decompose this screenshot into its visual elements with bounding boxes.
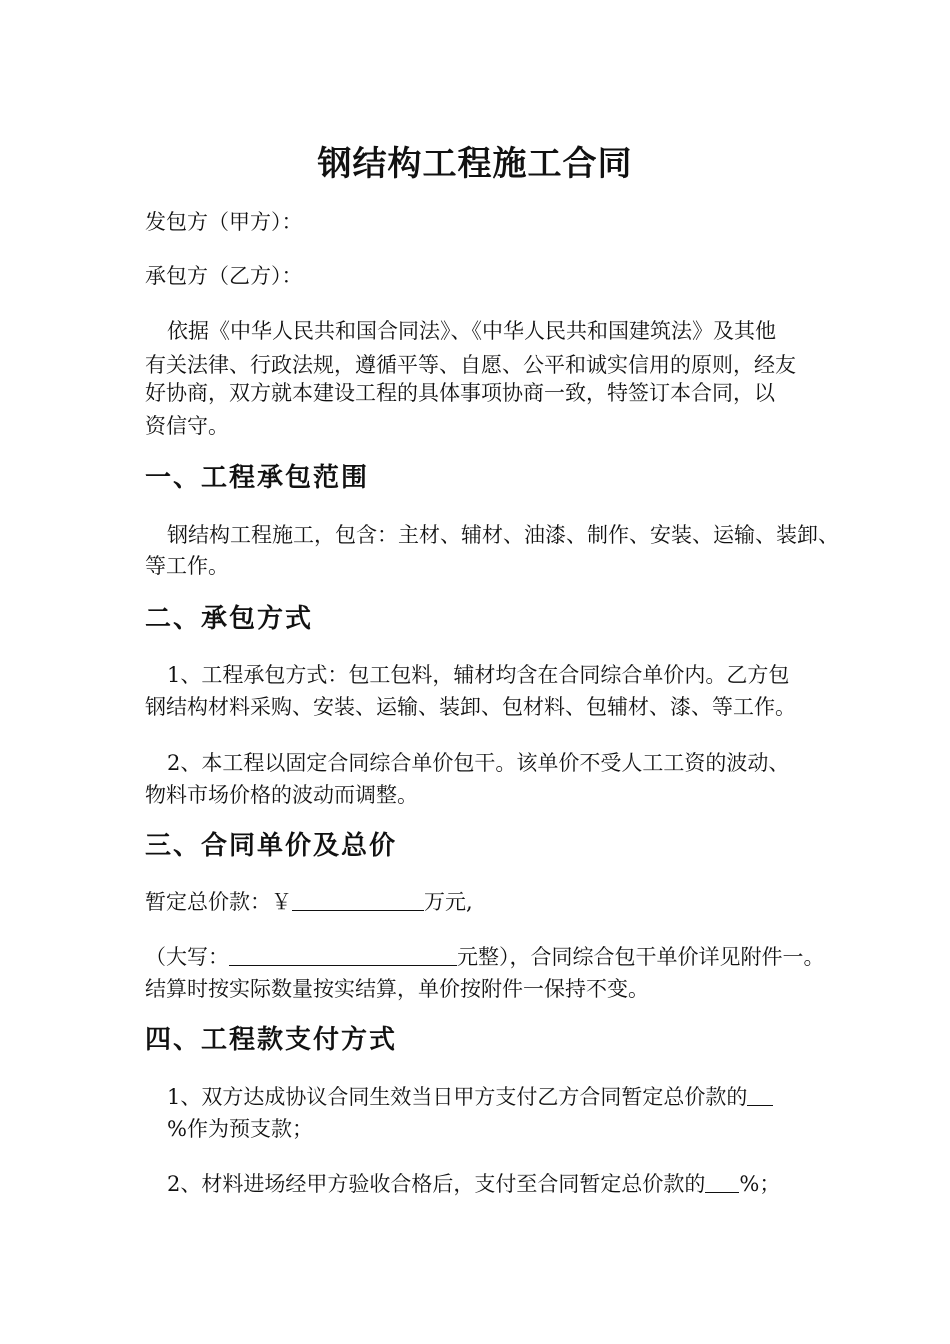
method-item-2-line: 2、本工程以固定合同综合单价包干。该单价不受人工工资的波动、: [167, 751, 790, 775]
preamble-line: 依据《中华人民共和国合同法》、《中华人民共和国建筑法》及其他: [167, 319, 776, 343]
method-item-2-line: 物料市场价格的波动而调整。: [145, 783, 418, 807]
total-price-label: 暂定总价款：￥: [145, 890, 292, 914]
capital-amount-suffix: 元整），合同综合包干单价详见附件一。: [457, 945, 825, 969]
preamble-line: 有关法律、行政法规，遵循平等、自愿、公平和诚实信用的原则，经友: [145, 353, 796, 377]
method-item-1-line: 钢结构材料采购、安装、运输、装卸、包材料、包辅材、漆、等工作。: [145, 695, 796, 719]
party-b-line: 承包方（乙方）：: [145, 264, 303, 288]
preamble-line: 好协商，双方就本建设工程的具体事项协商一致，特签订本合同，以: [145, 381, 775, 405]
capital-amount-label: （大写：: [145, 945, 229, 969]
payment-item-2-line: [145, 1167, 815, 1201]
section-heading-payment: 四、工程款支付方式: [145, 1025, 398, 1055]
capital-amount-blank: [229, 943, 457, 966]
payment-item-1-text: 1、双方达成协议合同生效当日甲方支付乙方合同暂定总价款的: [167, 1085, 748, 1109]
scope-line: 钢结构工程施工，包含：主材、辅材、油漆、制作、安装、运输、装卸、: [167, 523, 839, 547]
preamble-line: 资信守。: [145, 414, 229, 438]
section-heading-method: 二、承包方式: [145, 604, 314, 634]
total-price-line: [145, 885, 815, 919]
party-a-line: 发包方（甲方）：: [145, 210, 303, 234]
total-price-blank: [292, 888, 424, 911]
settlement-line: 结算时按实际数量按实结算，单价按附件一保持不变。: [145, 977, 649, 1001]
payment-item-1-blank: [747, 1083, 773, 1106]
scope-line: 等工作。: [145, 554, 229, 578]
section-heading-price: 三、合同单价及总价: [145, 831, 398, 861]
section-heading-scope: 一、工程承包范围: [145, 463, 370, 493]
payment-item-1-line: [145, 1080, 815, 1114]
document-title: 钢结构工程施工合同: [317, 144, 633, 184]
payment-item-2-blank: [705, 1170, 739, 1193]
payment-item-1-line-2: %作为预支款；: [167, 1117, 313, 1141]
method-item-1-line: 1、工程承包方式：包工包料，辅材均含在合同综合单价内。乙方包: [167, 663, 790, 687]
payment-item-2-text: 2、材料进场经甲方验收合格后，支付至合同暂定总价款的: [167, 1172, 706, 1196]
total-price-unit: 万元,: [424, 890, 473, 914]
payment-item-2-suffix: %；: [739, 1172, 781, 1196]
capital-amount-line: [145, 940, 825, 974]
